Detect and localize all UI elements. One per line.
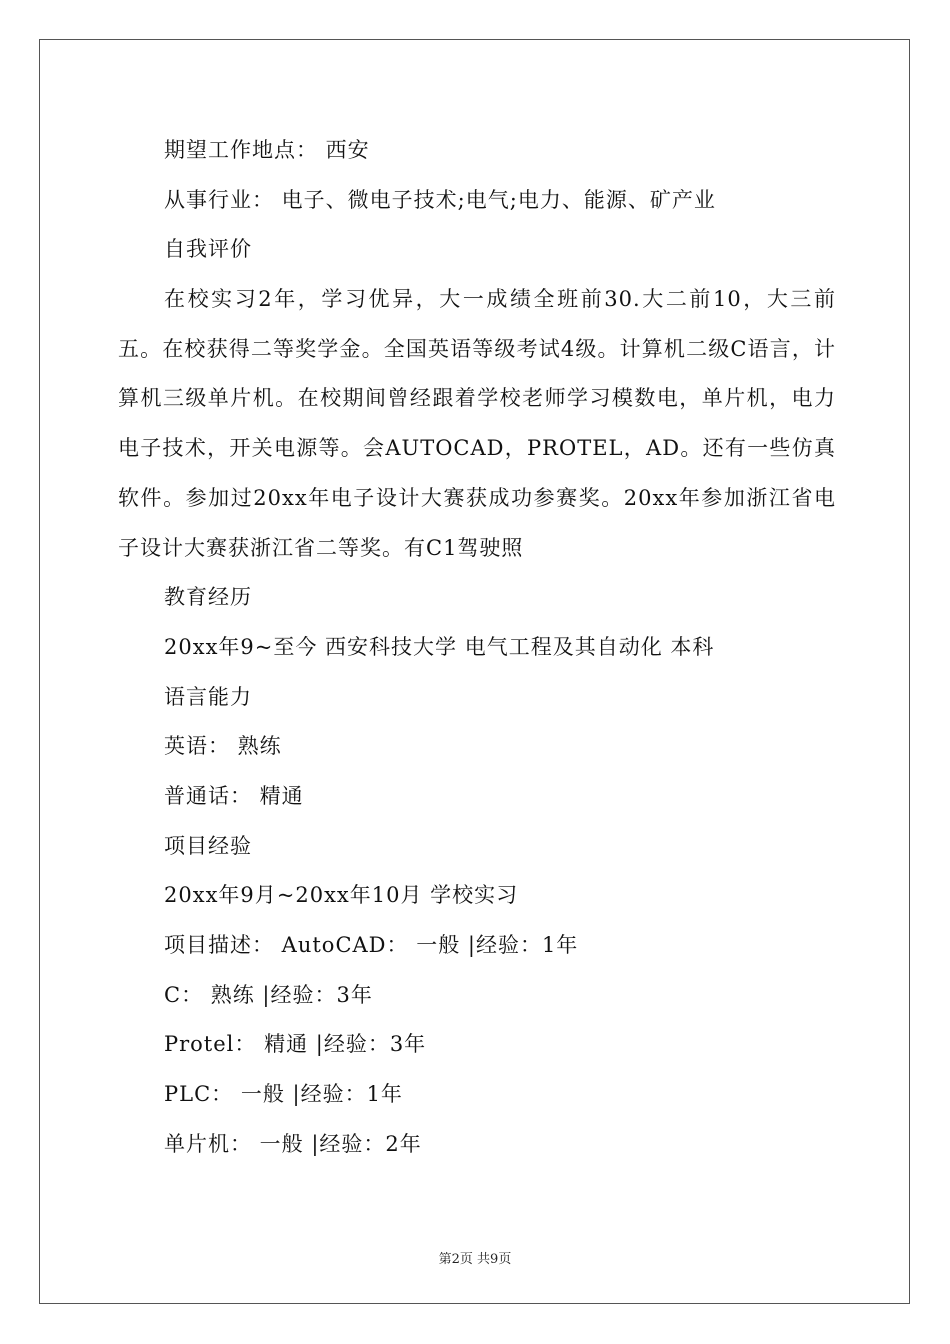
skill-mcu: 单片机： 一般 |经验：2年	[164, 1131, 422, 1156]
project-description: 项目描述： AutoCAD： 一般 |经验：1年	[164, 933, 579, 958]
self-evaluation-paragraph: 在校实习2年，学习优异，大一成绩全班前30.大二前10，大三前五。在校获得二等奖学金。全国英语等级考试4级。计算机二级C语言，计算机三级单片机。在校期间曾经跟着学校老师学习模数电，单片机，电力电子技术，开关电源等。会AUTOCAD，PROTEL，AD。还有一些仿真软件。参加过20xx年电子设计大赛获成功参赛奖。20xx年参加浙江省电子设计大赛获浙江省二等奖。有C1驾驶照	[118, 287, 836, 560]
education-heading: 教育经历	[164, 585, 252, 610]
skill-c: C： 熟练 |经验：3年	[164, 982, 373, 1007]
language-heading: 语言能力	[164, 684, 252, 709]
industry: 从事行业： 电子、微电子技术;电气;电力、能源、矿产业	[164, 187, 716, 212]
skill-protel: Protel： 精通 |经验：3年	[164, 1032, 427, 1057]
expected-location: 期望工作地点： 西安	[164, 138, 370, 162]
page-number-footer: 第2页 共9页	[438, 1252, 512, 1267]
language-mandarin: 普通话： 精通	[164, 784, 304, 809]
project-period: 20xx年9月~20xx年10月 学校实习	[164, 883, 519, 908]
language-english: 英语： 熟练	[164, 734, 282, 759]
education-item: 20xx年9~至今 西安科技大学 电气工程及其自动化 本科	[164, 634, 715, 659]
self-evaluation-heading: 自我评价	[164, 237, 252, 262]
project-heading: 项目经验	[164, 833, 252, 858]
skill-plc: PLC： 一般 |经验：1年	[164, 1082, 403, 1107]
document-body	[118, 126, 838, 1170]
